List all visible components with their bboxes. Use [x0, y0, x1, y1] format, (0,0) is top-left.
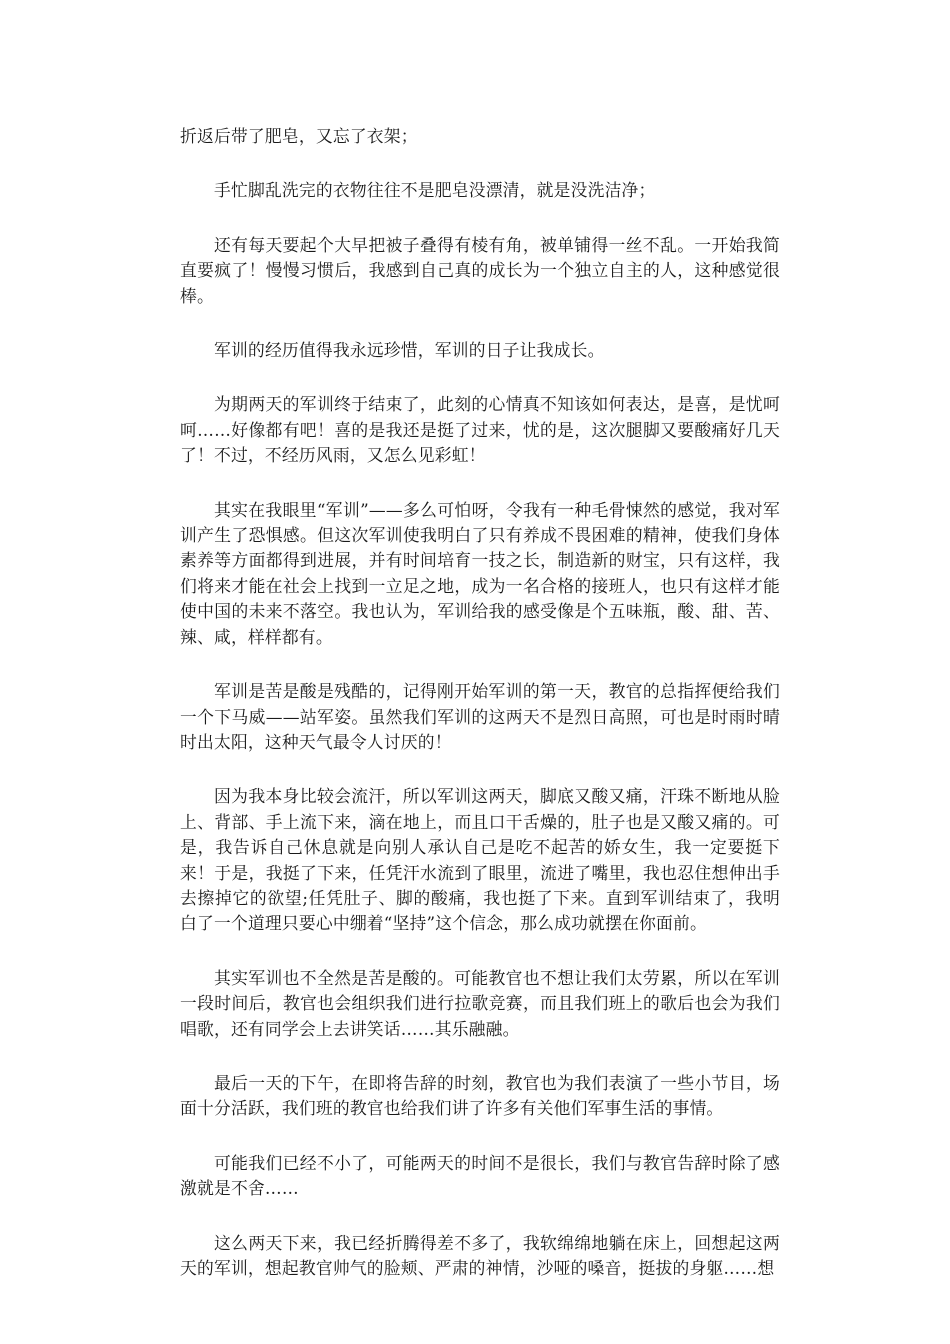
paragraph: 其实在我眼里“军训”——多么可怕呀，令我有一种毛骨悚然的感觉，我对军训产生了恐惧感。但这次军训使我明白了只有养成不畏困难的精神，使我们身体素养等方面都得到进展，并有时间培育一技之长，制造新的财宝，只有这样，我们将来才能在社会上找到一立足之地，成为一名合格的接班人，也只有这样才能使中国的未来不落空。我也认为，军训给我的感受像是个五味瓶，酸、甜、苦、辣、咸，样样都有。: [180, 499, 780, 647]
paragraph: 折返后带了肥皂，又忘了衣架；: [180, 126, 418, 146]
document-body: [180, 124, 780, 1310]
paragraph: 这么两天下来，我已经折腾得差不多了，我软绵绵地躺在床上，回想起这两天的军训，想起教官帅气的脸颊、严肃的神情，沙哑的嗓音，挺拔的身躯……想: [180, 1232, 780, 1278]
paragraph: 手忙脚乱洗完的衣物往往不是肥皂没漂清，就是没洗洁净；: [214, 180, 656, 201]
paragraph: 为期两天的军训终于结束了，此刻的心情真不知该如何表达，是喜，是忧呵呵……好像都有吧！喜的是我还是挺了过来，忧的是，这次腿脚又要酸痛好几天了！不过，不经历风雨，又怎么见彩虹！: [180, 394, 780, 466]
paragraph: 军训的经历值得我永远珍惜，军训的日子让我成长。: [214, 340, 605, 361]
paragraph: 还有每天要起个大早把被子叠得有棱有角，被单铺得一丝不乱。一开始我简直要疯了！慢慢习惯后，我感到自己真的成长为一个独立自主的人，这种感觉很棒。: [180, 234, 780, 306]
paragraph: 最后一天的下午，在即将告辞的时刻，教官也为我们表演了一些小节目，场面十分活跃，我们班的教官也给我们讲了许多有关他们军事生活的事情。: [180, 1072, 780, 1119]
paragraph: 因为我本身比较会流汗，所以军训这两天，脚底又酸又痛，汗珠不断地从脸上、背部、手上流下来，滴在地上，而且口干舌燥的，肚子也是又酸又痛的。可是，我告诉自己休息就是向别人承认自己是吃不起苦的娇女生，我一定要挺下来！于是，我挺了下来，任凭汗水流到了眼里，流进了嘴里，我也忍住想伸出手去擦掉它的欲望;任凭肚子、脚的酸痛，我也挺了下来。直到军训结束了，我明白了一个道理只要心中绷着“坚持”这个信念，那么成功就摆在你面前。: [180, 786, 780, 934]
paragraph: 其实军训也不全然是苦是酸的。可能教官也不想让我们太劳累，所以在军训一段时间后，教官也会组织我们进行拉歌竞赛，而且我们班上的歌后也会为我们唱歌，还有同学会上去讲笑话……其乐融融。: [180, 967, 780, 1039]
paragraph: 军训是苦是酸是残酷的，记得刚开始军训的第一天，教官的总指挥便给我们一个下马威——站军姿。虽然我们军训的这两天不是烈日高照，可也是时雨时晴时出太阳，这种天气最令人讨厌的！: [180, 681, 780, 752]
paragraph: 可能我们已经不小了，可能两天的时间不是很长，我们与教官告辞时除了感激就是不舍……: [180, 1152, 780, 1199]
